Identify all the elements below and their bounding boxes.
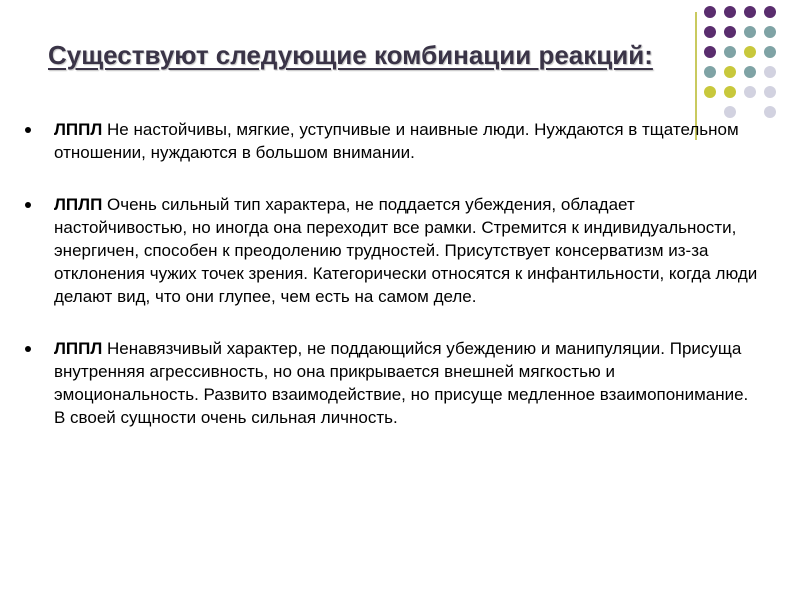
slide-title: Существуют следующие комбинации реакций: [48,40,653,70]
decorative-dot [764,86,776,98]
item-code: ЛППЛ [54,120,103,139]
list-item [20,337,760,429]
decorative-dot [764,106,776,118]
decorative-dot [764,6,776,18]
decorative-dot [744,6,756,18]
decorative-dot [724,66,736,78]
content-list [20,118,760,429]
decorative-dot [704,86,716,98]
decorative-dot [744,66,756,78]
bullet-dot-icon [25,346,31,352]
decorative-dot [704,6,716,18]
item-code: ЛПЛП [54,195,103,214]
decorative-dot [764,46,776,58]
bullet-dot-icon [25,202,31,208]
item-code: ЛППЛ [54,339,103,358]
decorative-dot [744,26,756,38]
decorative-dot [744,86,756,98]
decorative-dot [724,6,736,18]
decorative-dot [744,46,756,58]
decorative-dot [764,26,776,38]
decorative-dot [704,26,716,38]
bullet-dot-icon [25,127,31,133]
item-text: Не настойчивы, мягкие, уступчивые и наивные люди. Нуждаются в тщательном отношении, нуждаются в большом внимании. [54,120,739,162]
list-item [20,118,760,164]
item-text: Ненавязчивый характер, не поддающийся убеждению и манипуляции. Присуща внутренняя агрессивность, но она прикрывается внешней мягкостью и эмоциональность. Развито взаимодействие, но присуще медленное взаимопонимание. В своей сущности очень сильная личность. [54,339,749,427]
decorative-dot [704,46,716,58]
decorative-dot [724,46,736,58]
decorative-dot [764,66,776,78]
decorative-dot [704,66,716,78]
item-text: Очень сильный тип характера, не поддается убеждения, обладает настойчивостью, но иногда она переходит все рамки. Стремится к индивидуальности, энергичен, способен к преодолению трудностей. Присутствует консерватизм из-за отклонения чужих точек зрения. Категорически относятся к инфантильности, когда люди делают вид, что они глупее, чем есть на самом деле. [54,195,758,306]
decorative-dot-grid [704,6,790,134]
decorative-dot [724,106,736,118]
list-item [20,193,760,308]
decorative-dot [724,26,736,38]
decorative-dot [724,86,736,98]
